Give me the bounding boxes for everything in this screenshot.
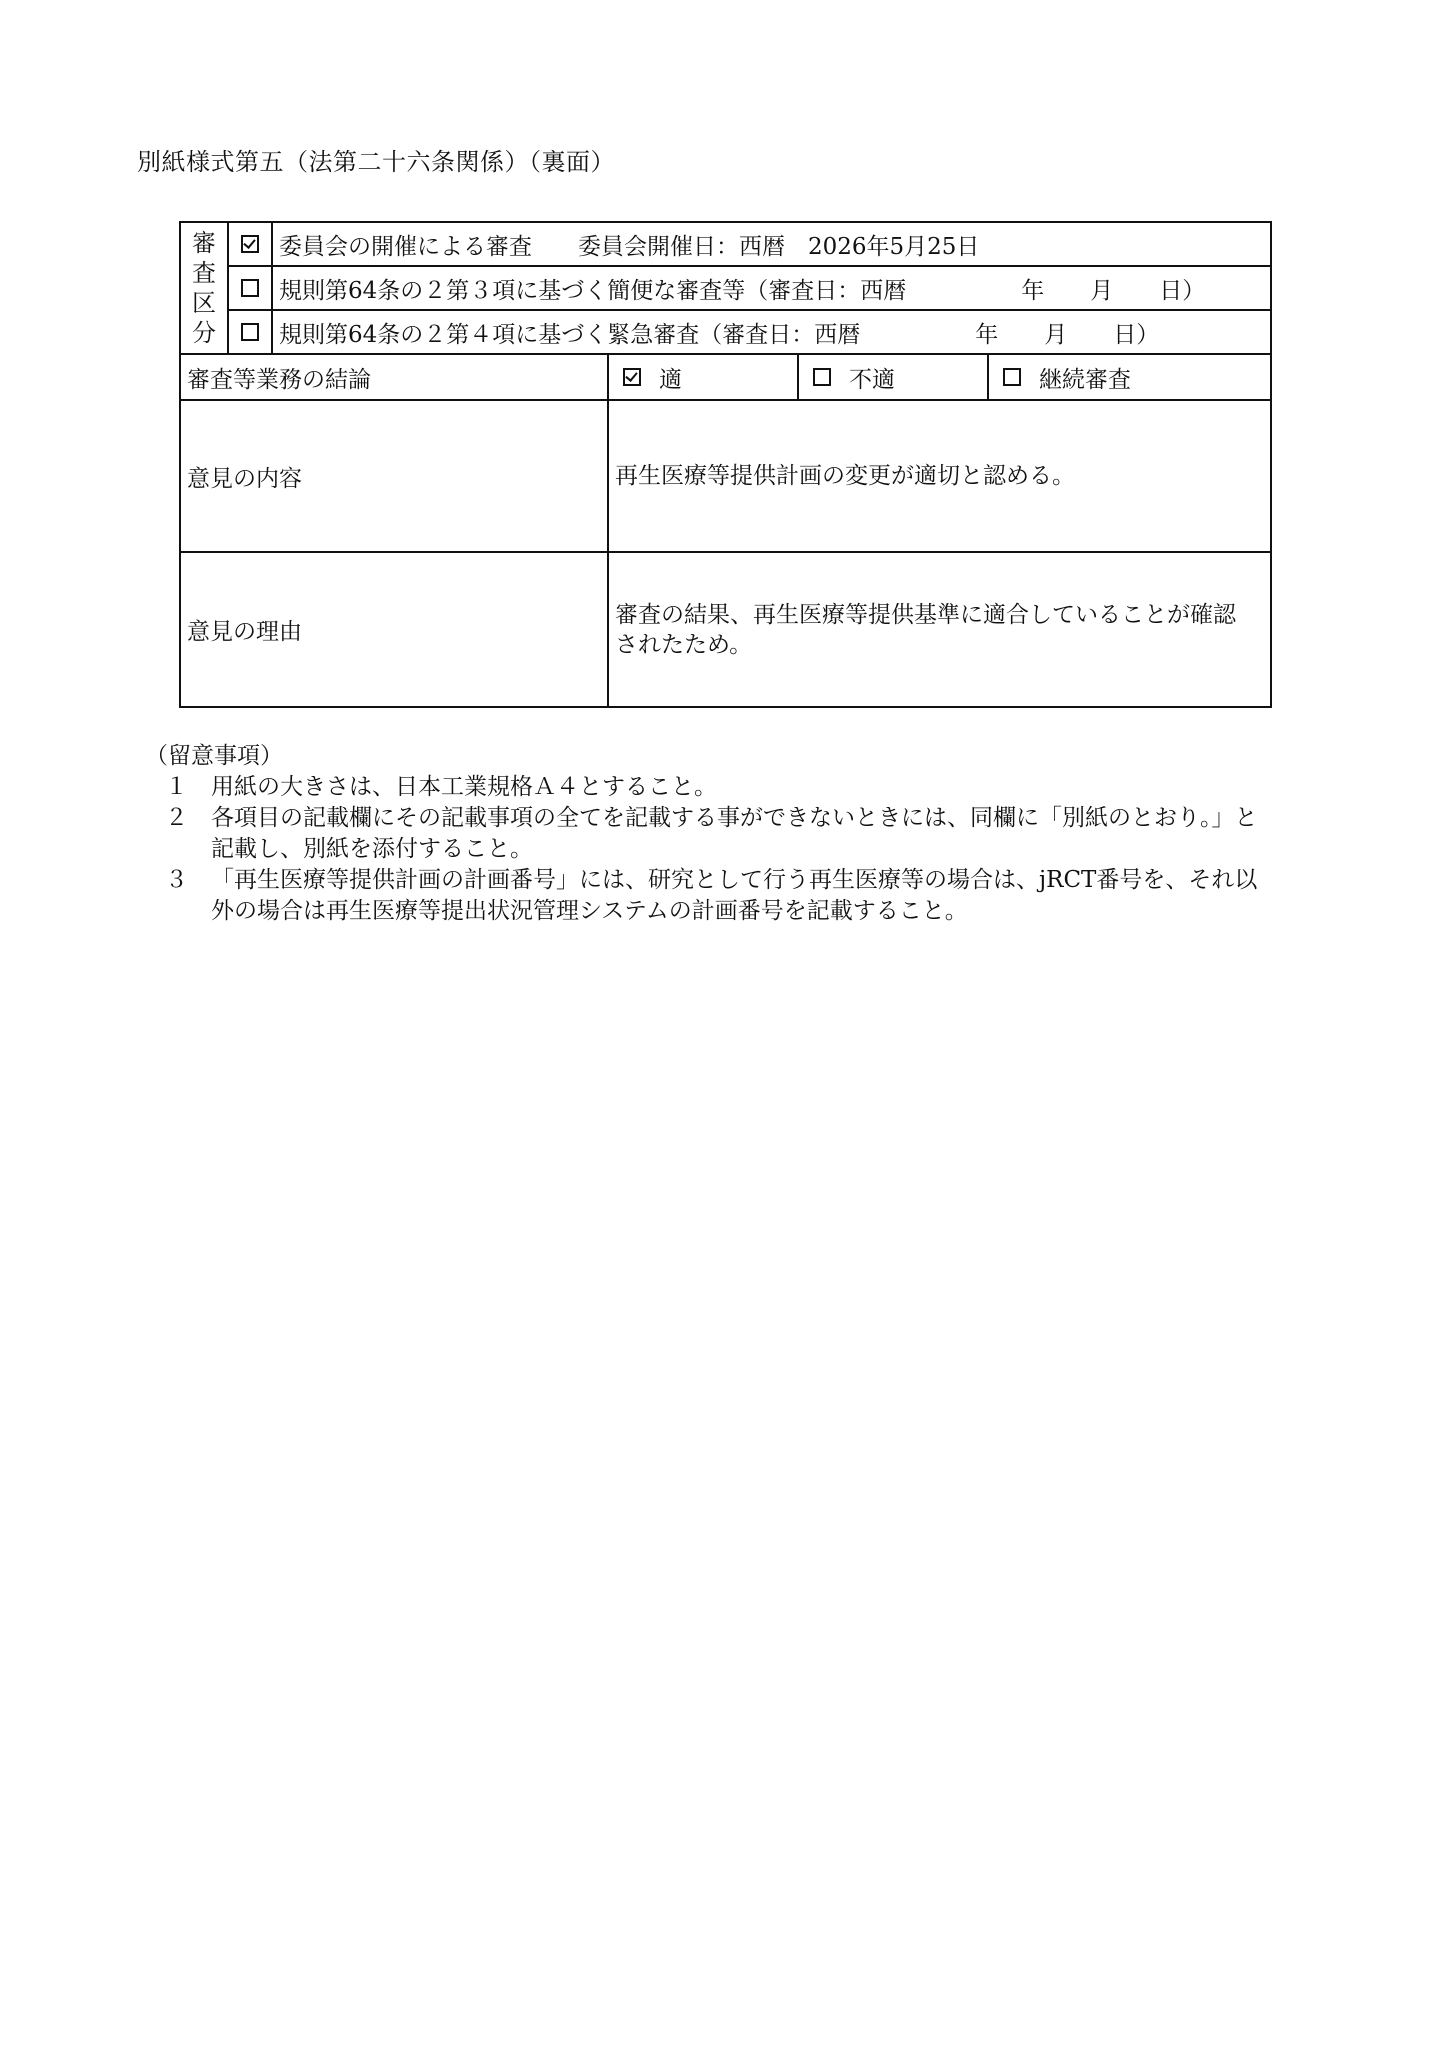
checkbox-checked-icon[interactable] <box>623 368 641 386</box>
opinion-content-label: 意見の内容 <box>181 401 609 553</box>
checkbox-icon[interactable] <box>1003 368 1021 386</box>
note-item <box>145 865 1275 927</box>
conclusion-option-continue[interactable] <box>989 355 1270 401</box>
checkbox-checked-icon[interactable] <box>241 235 259 253</box>
category-option-committee: 委員会の開催による審査 委員会開催日：西暦 2026年5月25日 <box>273 223 1270 267</box>
conclusion-option-label: 不適 <box>849 366 895 393</box>
category-checkbox-cell[interactable] <box>229 223 273 267</box>
note-item <box>145 772 1275 803</box>
review-result-table <box>179 221 1272 708</box>
note-number: ３ <box>165 867 188 893</box>
checkbox-icon[interactable] <box>241 279 259 297</box>
opinion-reason-label: 意見の理由 <box>181 553 609 706</box>
page-title: 別紙様式第五（法第二十六条関係）（裏面） <box>137 148 615 176</box>
category-checkbox-cell[interactable] <box>229 311 273 355</box>
checkbox-icon[interactable] <box>813 368 831 386</box>
note-item <box>145 803 1275 865</box>
notes-section <box>145 741 1275 927</box>
note-text: 各項目の記載欄にその記載事項の全てを記載する事ができないときには、同欄に「別紙のとおり。」と記載し、別紙を添付すること。 <box>211 805 1258 862</box>
note-number: ２ <box>165 805 188 831</box>
opinion-content-text: 再生医療等提供計画の変更が適切と認める。 <box>609 401 1270 553</box>
opinion-reason-text: 審査の結果、再生医療等提供基準に適合していることが確認されたため。 <box>615 601 1236 658</box>
category-option-urgent: 規則第64条の２第４項に基づく緊急審査（審査日：西暦 年 月 日） <box>273 311 1270 355</box>
conclusion-label: 審査等業務の結論 <box>181 355 609 401</box>
review-category-char: 審 <box>192 229 216 257</box>
conclusion-option-reject[interactable] <box>799 355 989 401</box>
review-category-char: 分 <box>192 319 216 347</box>
note-number: １ <box>165 774 188 800</box>
category-option-simplified: 規則第64条の２第３項に基づく簡便な審査等（審査日：西暦 年 月 日） <box>273 267 1270 311</box>
review-category-char: 区 <box>192 289 216 317</box>
conclusion-option-label: 適 <box>659 366 682 393</box>
checkbox-icon[interactable] <box>241 323 259 341</box>
review-category-char: 査 <box>192 259 216 287</box>
conclusion-option-approve[interactable] <box>609 355 799 401</box>
note-text: 用紙の大きさは、日本工業規格Ａ４とすること。 <box>211 774 717 800</box>
review-category-label <box>181 223 229 355</box>
notes-title: （留意事項） <box>145 743 283 769</box>
category-checkbox-cell[interactable] <box>229 267 273 311</box>
conclusion-option-label: 継続審査 <box>1039 366 1131 393</box>
note-text: 「再生医療等提供計画の計画番号」には、研究として行う再生医療等の場合は、jRCT番号を、それ以外の場合は再生医療等提出状況管理システムの計画番号を記載すること。 <box>211 867 1258 924</box>
